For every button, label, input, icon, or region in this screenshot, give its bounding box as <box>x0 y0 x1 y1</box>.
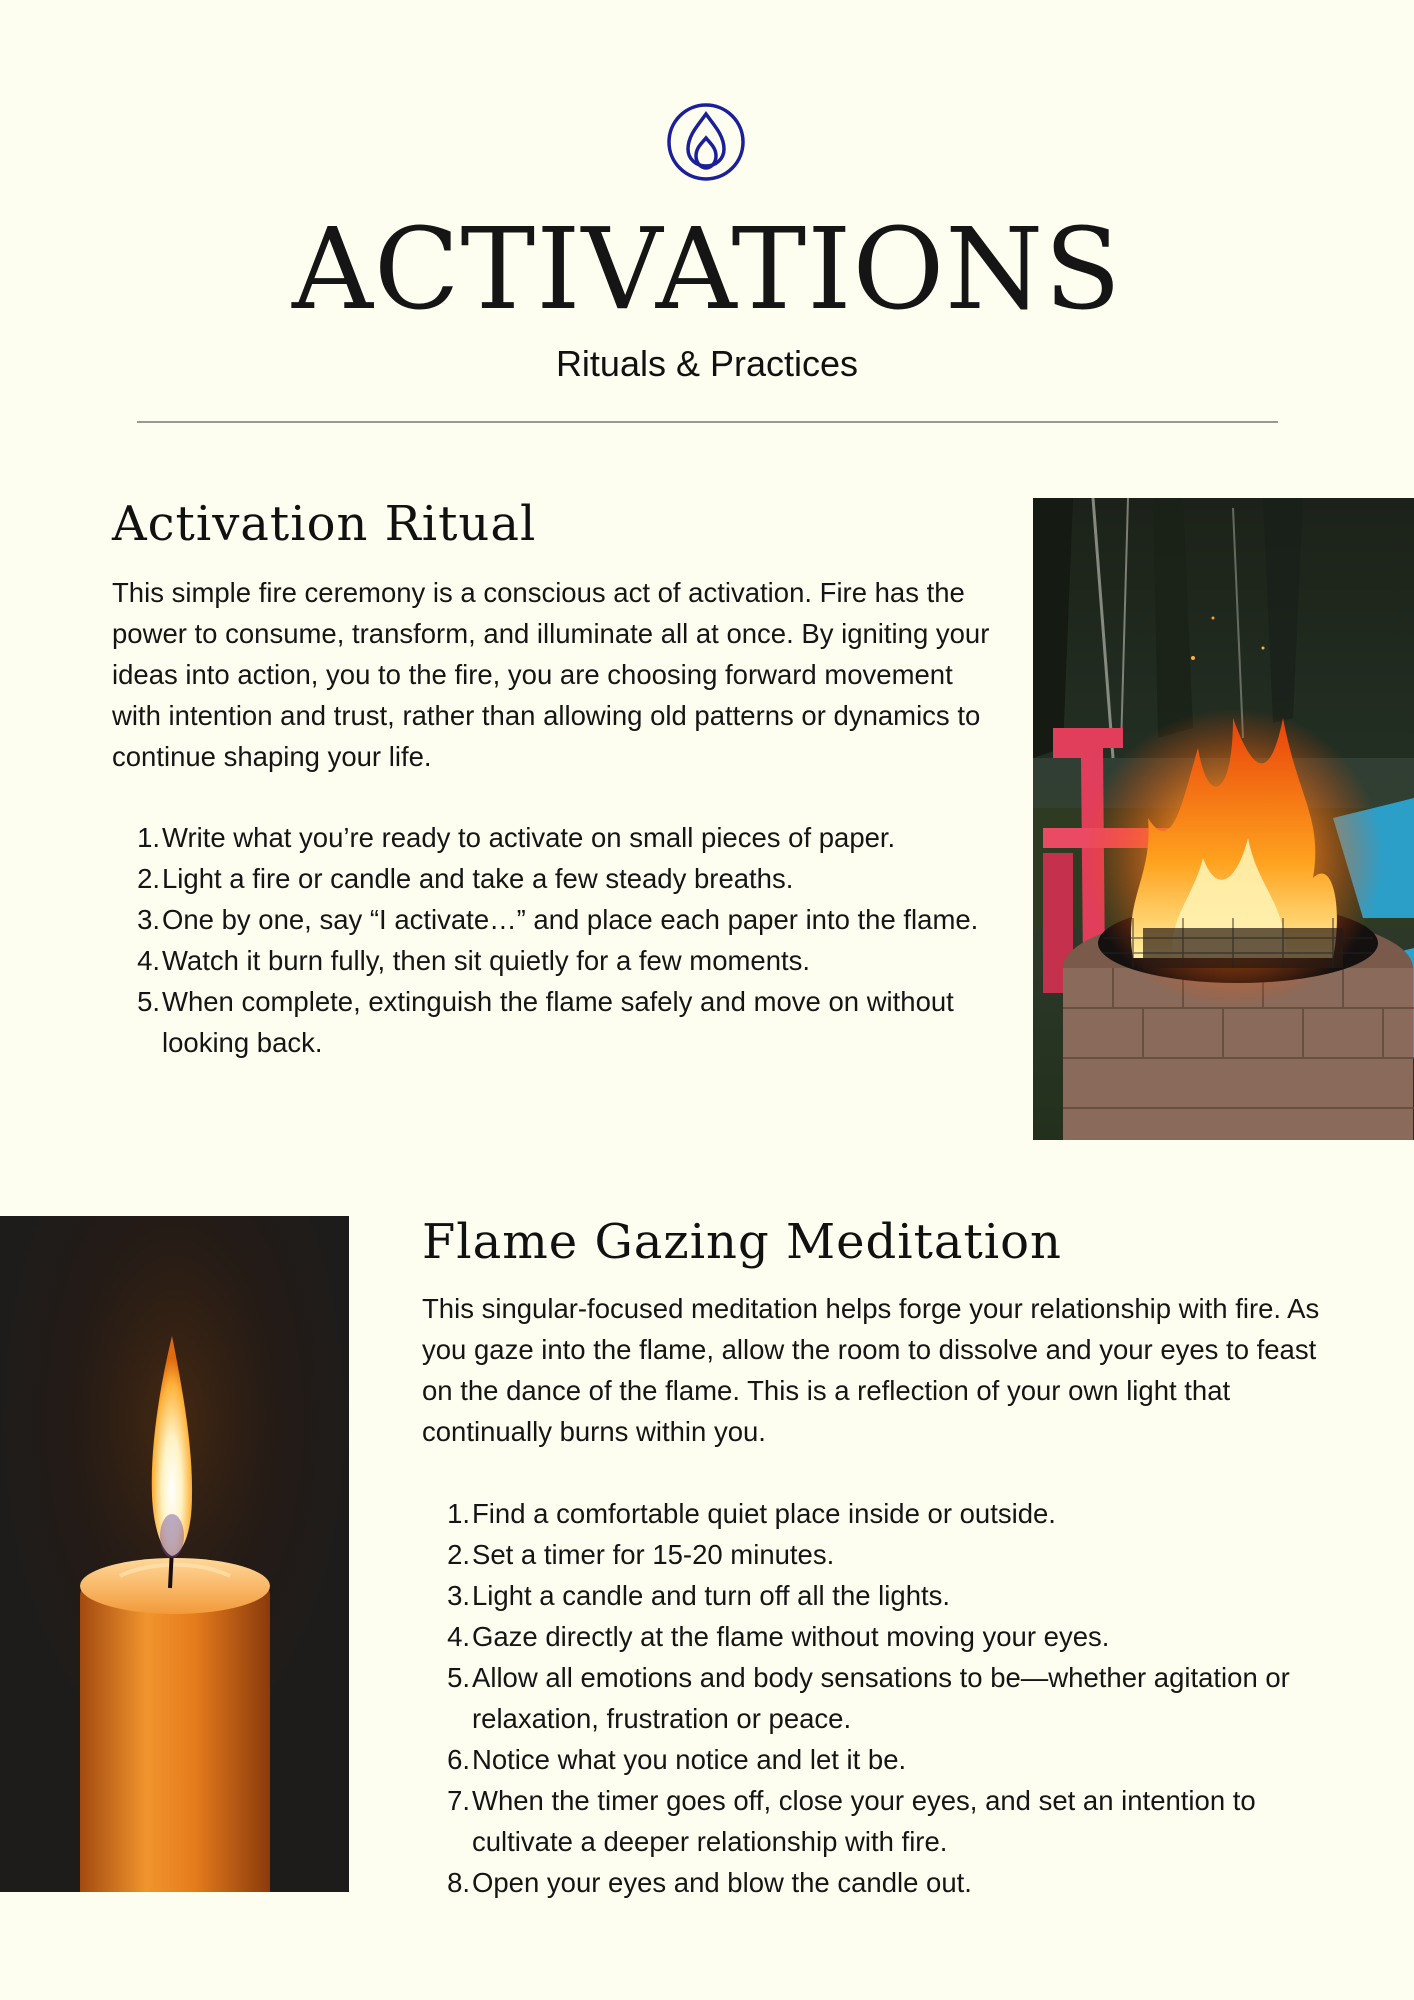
step-text: Open your eyes and blow the candle out. <box>472 1867 972 1898</box>
page-title: ACTIVATIONS <box>291 205 1123 335</box>
step-number: 2. <box>447 1539 470 1570</box>
campfire-photo <box>1033 498 1414 1140</box>
activation-ritual-title: Activation Ritual <box>112 496 537 552</box>
list-item <box>420 1780 1320 1862</box>
step-number: 5. <box>137 986 160 1017</box>
list-item <box>420 1575 1320 1616</box>
list-item <box>420 1862 1320 1903</box>
step-text: Write what you’re ready to activate on small pieces of paper. <box>162 822 896 853</box>
step-text: Light a fire or candle and take a few steady breaths. <box>162 863 794 894</box>
list-item <box>420 1493 1320 1534</box>
step-text: Notice what you notice and let it be. <box>472 1744 907 1775</box>
step-text: When complete, extinguish the flame safely and move on without looking back. <box>162 986 954 1058</box>
step-number: 3. <box>447 1580 470 1611</box>
candle-photo <box>0 1216 349 1892</box>
step-number: 4. <box>137 945 160 976</box>
step-number: 2. <box>137 863 160 894</box>
step-number: 5. <box>447 1662 470 1693</box>
list-item <box>110 817 990 858</box>
list-item <box>420 1534 1320 1575</box>
list-item <box>420 1657 1320 1739</box>
step-number: 3. <box>137 904 160 935</box>
step-text: One by one, say “I activate…” and place each paper into the flame. <box>162 904 979 935</box>
step-text: Watch it burn fully, then sit quietly for a few moments. <box>162 945 811 976</box>
list-item <box>110 858 990 899</box>
step-text: Light a candle and turn off all the lights. <box>472 1580 951 1611</box>
activation-ritual-description: This simple fire ceremony is a conscious act of activation. Fire has the power to consume, transform, and illuminate all at once. By igniting your ideas into action, you to the fire, you are choosing forward movement with intention and trust, rather than allowing old patterns or dynamics to continue shaping your life. <box>112 577 990 772</box>
step-number: 7. <box>447 1785 470 1816</box>
activation-ritual-steps <box>110 817 990 1063</box>
header-divider <box>137 421 1278 423</box>
list-item <box>110 899 990 940</box>
flame-gazing-steps <box>420 1493 1320 1903</box>
list-item <box>110 940 990 981</box>
step-number: 4. <box>447 1621 470 1652</box>
water-drop-logo-icon <box>666 102 746 182</box>
step-text: When the timer goes off, close your eyes, and set an intention to cultivate a deeper relationship with fire. <box>472 1785 1256 1857</box>
flame-gazing-title: Flame Gazing Meditation <box>422 1214 1062 1270</box>
page-subtitle: Rituals & Practices <box>555 343 859 384</box>
step-number: 8. <box>447 1867 470 1898</box>
step-text: Gaze directly at the flame without moving your eyes. <box>472 1621 1110 1652</box>
list-item <box>420 1739 1320 1780</box>
list-item <box>420 1616 1320 1657</box>
step-text: Set a timer for 15-20 minutes. <box>472 1539 835 1570</box>
step-number: 1. <box>137 822 160 853</box>
step-text: Find a comfortable quiet place inside or outside. <box>472 1498 1056 1529</box>
list-item <box>110 981 990 1063</box>
flame-gazing-description: This singular-focused meditation helps forge your relationship with fire. As you gaze into the flame, allow the room to dissolve and your eyes to feast on the dance of the flame. This is a reflection of your own light that continually burns within you. <box>422 1293 1320 1447</box>
step-text: Allow all emotions and body sensations to be—whether agitation or relaxation, frustration or peace. <box>472 1662 1290 1734</box>
step-number: 6. <box>447 1744 470 1775</box>
step-number: 1. <box>447 1498 470 1529</box>
